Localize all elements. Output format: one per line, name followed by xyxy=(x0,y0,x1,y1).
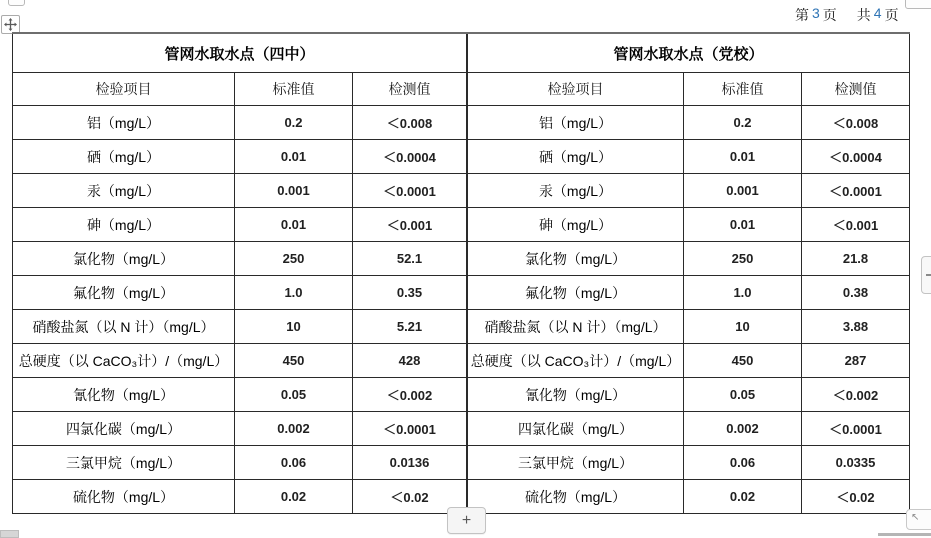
detected-value-cell[interactable]: ＜0.0004 xyxy=(802,140,910,174)
detected-value-cell[interactable]: ＜0.02 xyxy=(802,480,910,514)
test-item-cell[interactable]: 四氯化碳（mg/L） xyxy=(468,412,684,446)
current-page-prefix: 第 xyxy=(795,7,809,23)
detected-value-cell[interactable]: ＜0.002 xyxy=(353,378,467,412)
test-item-cell[interactable]: 硫化物（mg/L） xyxy=(13,480,235,514)
table-row xyxy=(468,140,910,174)
detected-value-cell[interactable]: ＜0.001 xyxy=(802,208,910,242)
standard-value-cell[interactable]: 250 xyxy=(684,242,802,276)
table-title-row xyxy=(13,33,467,73)
standard-value-cell[interactable]: 0.002 xyxy=(235,412,353,446)
test-item-cell[interactable]: 氟化物（mg/L） xyxy=(468,276,684,310)
test-item-cell[interactable]: 总硬度（以 CaCO₃计）/（mg/L） xyxy=(468,344,684,378)
test-item-cell[interactable]: 硝酸盐氮（以 N 计）（mg/L） xyxy=(13,310,235,344)
table-row xyxy=(13,412,467,446)
test-item-cell[interactable]: 氯化物（mg/L） xyxy=(13,242,235,276)
standard-value-cell[interactable]: 0.05 xyxy=(235,378,353,412)
test-item-cell[interactable]: 铝（mg/L） xyxy=(468,106,684,140)
standard-value-cell[interactable]: 0.2 xyxy=(684,106,802,140)
test-item-cell[interactable]: 砷（mg/L） xyxy=(13,208,235,242)
detected-value-cell[interactable]: ＜0.0001 xyxy=(353,412,467,446)
test-item-cell[interactable]: 氰化物（mg/L） xyxy=(13,378,235,412)
test-item-cell[interactable]: 汞（mg/L） xyxy=(468,174,684,208)
detected-value-cell[interactable]: 5.21 xyxy=(353,310,467,344)
table-sizhong xyxy=(12,32,467,514)
test-item-cell[interactable]: 总硬度（以 CaCO₃计）/（mg/L） xyxy=(13,344,235,378)
standard-value-cell[interactable]: 0.01 xyxy=(684,140,802,174)
standard-value-cell[interactable]: 1.0 xyxy=(235,276,353,310)
test-item-cell[interactable]: 硫化物（mg/L） xyxy=(468,480,684,514)
table-dangxiao xyxy=(467,32,910,514)
detected-value-cell[interactable]: ＜0.0001 xyxy=(802,412,910,446)
standard-value-cell[interactable]: 0.002 xyxy=(684,412,802,446)
table-row xyxy=(13,276,467,310)
table-row xyxy=(468,276,910,310)
standard-value-cell[interactable]: 0.2 xyxy=(235,106,353,140)
detected-value-cell[interactable]: ＜0.02 xyxy=(353,480,467,514)
col-header-standard[interactable]: 标准值 xyxy=(235,73,353,106)
current-page-suffix: 页 xyxy=(822,7,837,23)
detected-value-cell[interactable]: ＜0.008 xyxy=(802,106,910,140)
detected-value-cell[interactable]: 0.0335 xyxy=(802,446,910,480)
test-item-cell[interactable]: 硝酸盐氮（以 N 计）（mg/L） xyxy=(468,310,684,344)
standard-value-cell[interactable]: 0.06 xyxy=(235,446,353,480)
plus-icon: + xyxy=(461,511,472,529)
table-row xyxy=(13,344,467,378)
table-row xyxy=(13,106,467,140)
test-item-cell[interactable]: 硒（mg/L） xyxy=(13,140,235,174)
insert-row-button[interactable] xyxy=(447,507,486,534)
col-header-detected[interactable]: 检测值 xyxy=(353,73,467,106)
detected-value-cell[interactable]: ＜0.008 xyxy=(353,106,467,140)
test-item-cell[interactable]: 三氯甲烷（mg/L） xyxy=(468,446,684,480)
col-header-detected[interactable]: 检测值 xyxy=(802,73,910,106)
water-quality-tables xyxy=(12,32,910,514)
table-row xyxy=(13,480,467,514)
table-row xyxy=(13,378,467,412)
test-item-cell[interactable]: 四氯化碳（mg/L） xyxy=(13,412,235,446)
detected-value-cell[interactable]: 0.0136 xyxy=(353,446,467,480)
floating-control-fragment-top xyxy=(8,0,25,6)
arrow-up-left-icon: ↖ xyxy=(911,512,920,523)
test-item-cell[interactable]: 氰化物（mg/L） xyxy=(468,378,684,412)
table-header-row xyxy=(13,73,467,106)
side-control-fragment[interactable] xyxy=(921,256,931,294)
standard-value-cell[interactable]: 0.01 xyxy=(235,208,353,242)
detected-value-cell[interactable]: ＜0.0001 xyxy=(353,174,467,208)
standard-value-cell[interactable]: 0.01 xyxy=(684,208,802,242)
table-row xyxy=(468,174,910,208)
detected-value-cell[interactable]: 52.1 xyxy=(353,242,467,276)
test-item-cell[interactable]: 氯化物（mg/L） xyxy=(468,242,684,276)
standard-value-cell[interactable]: 1.0 xyxy=(684,276,802,310)
standard-value-cell[interactable]: 450 xyxy=(684,344,802,378)
detected-value-cell[interactable]: 428 xyxy=(353,344,467,378)
test-item-cell[interactable]: 铝（mg/L） xyxy=(13,106,235,140)
table-row xyxy=(468,106,910,140)
table-header-row xyxy=(468,73,910,106)
test-item-cell[interactable]: 硒（mg/L） xyxy=(468,140,684,174)
table-row xyxy=(468,378,910,412)
detected-value-cell[interactable]: ＜0.002 xyxy=(802,378,910,412)
dash-icon xyxy=(926,274,931,276)
standard-value-cell[interactable]: 10 xyxy=(235,310,353,344)
detected-value-cell[interactable]: 287 xyxy=(802,344,910,378)
table-row xyxy=(468,344,910,378)
col-header-item[interactable]: 检验项目 xyxy=(13,73,235,106)
detected-value-cell[interactable]: ＜0.0001 xyxy=(802,174,910,208)
table-row xyxy=(13,242,467,276)
current-page-group xyxy=(795,5,837,25)
standard-value-cell[interactable]: 10 xyxy=(684,310,802,344)
table-row xyxy=(468,242,910,276)
table-title[interactable]: 管网水取水点（四中） xyxy=(13,33,467,73)
standard-value-cell[interactable]: 0.01 xyxy=(235,140,353,174)
floating-control-fragment-top-right xyxy=(905,0,931,9)
total-pages-number: 4 xyxy=(873,5,882,21)
standard-value-cell[interactable]: 0.05 xyxy=(684,378,802,412)
table-row xyxy=(13,208,467,242)
standard-value-cell[interactable]: 0.02 xyxy=(235,480,353,514)
detected-value-cell[interactable]: 3.88 xyxy=(802,310,910,344)
col-header-standard[interactable]: 标准值 xyxy=(684,73,802,106)
table-title[interactable]: 管网水取水点（党校） xyxy=(468,33,910,73)
table-row xyxy=(468,446,910,480)
test-item-cell[interactable]: 砷（mg/L） xyxy=(468,208,684,242)
standard-value-cell[interactable]: 0.06 xyxy=(684,446,802,480)
test-item-cell[interactable]: 三氯甲烷（mg/L） xyxy=(13,446,235,480)
col-header-item[interactable]: 检验项目 xyxy=(468,73,684,106)
test-item-cell[interactable]: 氟化物（mg/L） xyxy=(13,276,235,310)
table-row xyxy=(13,310,467,344)
standard-value-cell[interactable]: 0.001 xyxy=(235,174,353,208)
detected-value-cell[interactable]: ＜0.0004 xyxy=(353,140,467,174)
bottom-edge-fragment xyxy=(878,533,931,536)
table-row xyxy=(468,412,910,446)
page-indicator[interactable] xyxy=(795,5,899,25)
table-row xyxy=(468,480,910,514)
total-pages-suffix: 页 xyxy=(884,7,899,23)
table-row xyxy=(13,174,467,208)
standard-value-cell[interactable]: 450 xyxy=(235,344,353,378)
detected-value-cell[interactable]: 0.38 xyxy=(802,276,910,310)
resize-corner-control[interactable] xyxy=(906,509,931,530)
detected-value-cell[interactable]: 0.35 xyxy=(353,276,467,310)
detected-value-cell[interactable]: 21.8 xyxy=(802,242,910,276)
table-title-row xyxy=(468,33,910,73)
current-page-number: 3 xyxy=(812,5,820,21)
standard-value-cell[interactable]: 0.02 xyxy=(684,480,802,514)
total-pages-group xyxy=(857,5,899,25)
table-row xyxy=(468,310,910,344)
standard-value-cell[interactable]: 250 xyxy=(235,242,353,276)
total-pages-prefix: 共 xyxy=(856,7,871,23)
test-item-cell[interactable]: 汞（mg/L） xyxy=(13,174,235,208)
detected-value-cell[interactable]: ＜0.001 xyxy=(353,208,467,242)
four-way-arrow-icon xyxy=(4,18,17,31)
standard-value-cell[interactable]: 0.001 xyxy=(684,174,802,208)
table-row xyxy=(468,208,910,242)
table-row xyxy=(13,446,467,480)
table-row xyxy=(13,140,467,174)
